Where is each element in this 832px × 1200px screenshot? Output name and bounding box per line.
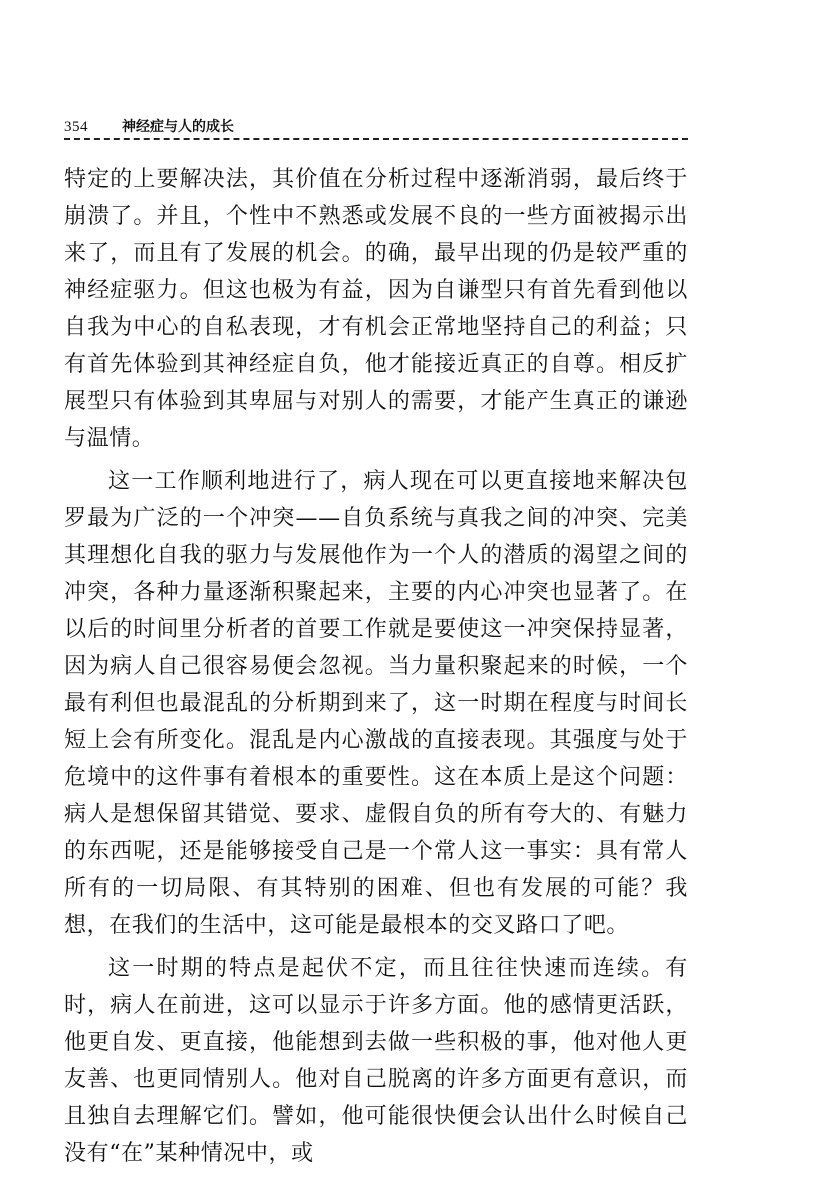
header-divider [64,138,688,140]
paragraph-continued: 特定的上要解决法，其价值在分析过程中逐渐消弱，最后终于崩溃了。并且，个性中不熟悉或发展不良的一些方面被揭示出来了，而且有了发展的机会。的确，最早出现的仍是较严重的神经症驱力。但这也极为有益，因为自谦型只有首先看到他以自我为中心的自私表现，才有机会正常地坚持自己的利益；只有首先体验到其神经症自负，他才能接近真正的自尊。相反扩展型只有体验到其卑屈与对别人的需要，才能产生真正的谦逊与温情。 [64,167,688,451]
paragraph-fluctuation-period: 这一时期的特点是起伏不定，而且往往快速而连续。有时，病人在前进，这可以显示于许多方面。他的感情更活跃，他更自发、更直接，他能想到去做一些积极的事，他对他人更友善、也更同情别人。他对自己脱离的许多方面更有意识，而且独自去理解它们。譬如，他可能很快便会认出什么时候自己没有“在”某种情况中，或 [64,956,688,1166]
paragraph-central-conflict: 这一工作顺利地进行了，病人现在可以更直接地来解决包罗最为广泛的一个冲突——自负系统与真我之间的冲突、完美其理想化自我的驱力与发展他作为一个人的潜质的渴望之间的冲突，各种力量逐渐积聚起来，主要的内心冲突也显著了。在以后的时间里分析者的首要工作就是要使这一冲突保持显著，因为病人自己很容易便会忽视。当力量积聚起来的时候，一个最有利但也最混乱的分析期到来了，这一时期在程度与时间长短上会有所变化。混乱是内心激战的直接表现。其强度与处于危境中的这件事有着根本的重要性。这在本质上是这个问题：病人是想保留其错觉、要求、虚假自负的所有夸大的、有魅力的东西呢，还是能够接受自己是一个常人这一事实：具有常人所有的一切局限、有其特别的困难、但也有发展的可能？我想，在我们的生活中，这可能是最根本的交叉路口了吧。 [64,469,688,938]
body-text [64,161,688,1172]
running-header [64,114,704,138]
book-title: 神经症与人的成长 [122,119,234,135]
page-number: 354 [64,119,88,135]
